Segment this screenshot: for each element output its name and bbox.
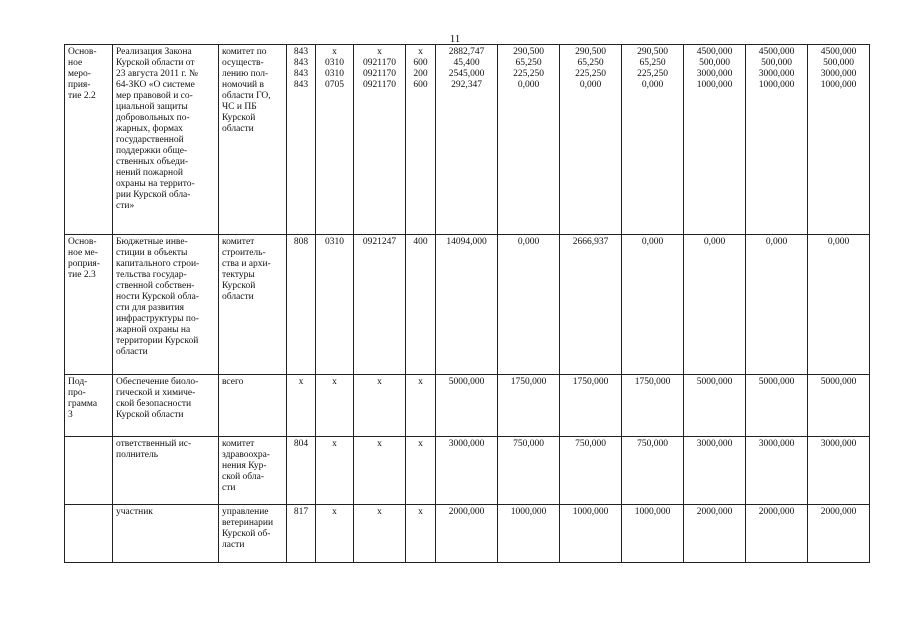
csr-cell: x xyxy=(354,505,406,563)
value-cell: 2666,937 xyxy=(560,235,622,375)
table-row xyxy=(65,45,870,235)
grbs-cell: 817 xyxy=(287,505,316,563)
vr-cell: x 600 200 600 xyxy=(406,45,436,235)
value-cell: 3000,000 xyxy=(808,437,870,505)
vr-cell: x xyxy=(406,437,436,505)
table-row xyxy=(65,437,870,505)
value-cell: 0,000 xyxy=(498,235,560,375)
executor-cell: управление ветеринарии Курской об- ласти xyxy=(219,505,287,563)
value-cell: 5000,000 xyxy=(436,375,498,437)
grbs-cell: x xyxy=(287,375,316,437)
value-cell: 0,000 xyxy=(808,235,870,375)
rzpr-cell: x xyxy=(316,375,354,437)
name-cell: Реализация Закона Курской области от 23 августа 2011 г. № 64-ЗКО «О системе мер правовой и со- циальной защиты добровольных по- жарных, формах государственной поддержки обще- ственных объеди- нений пожарной охраны на террито- рии Курской обла- сти» xyxy=(113,45,219,235)
value-cell: 1000,000 xyxy=(560,505,622,563)
table-row xyxy=(65,505,870,563)
executor-cell: всего xyxy=(219,375,287,437)
vr-cell: x xyxy=(406,375,436,437)
executor-cell: комитет строитель- ства и архи- тектуры Курской области xyxy=(219,235,287,375)
csr-cell: x 0921170 0921170 0921170 xyxy=(354,45,406,235)
name-cell: Бюджетные инве- стиции в объекты капитального строи- тельства государ- ственной собствен- ности Курской обла- сти для развития инфраструктуры по- жарной охраны на территории Курской области xyxy=(113,235,219,375)
value-cell: 1750,000 xyxy=(560,375,622,437)
value-cell: 2000,000 xyxy=(436,505,498,563)
value-cell: 1750,000 xyxy=(622,375,684,437)
value-cell: 4500,000 500,000 3000,000 1000,000 xyxy=(746,45,808,235)
value-cell: 2000,000 xyxy=(684,505,746,563)
grbs-cell: 804 xyxy=(287,437,316,505)
value-cell: 1000,000 xyxy=(498,505,560,563)
value-cell: 290,500 65,250 225,250 0,000 xyxy=(622,45,684,235)
value-cell: 4500,000 500,000 3000,000 1000,000 xyxy=(808,45,870,235)
name-cell: участник xyxy=(113,505,219,563)
csr-cell: x xyxy=(354,375,406,437)
name-cell: ответственный ис- полнитель xyxy=(113,437,219,505)
value-cell: 14094,000 xyxy=(436,235,498,375)
value-cell: 750,000 xyxy=(498,437,560,505)
name-cell: Обеспечение биоло- гической и химиче- ской безопасности Курской области xyxy=(113,375,219,437)
rzpr-cell: x 0310 0310 0705 xyxy=(316,45,354,235)
value-cell: 2882,747 45,400 2545,000 292,347 xyxy=(436,45,498,235)
vr-cell: x xyxy=(406,505,436,563)
rzpr-cell: x xyxy=(316,437,354,505)
rzpr-cell: x xyxy=(316,505,354,563)
value-cell: 0,000 xyxy=(746,235,808,375)
rzpr-cell: 0310 xyxy=(316,235,354,375)
status-cell: Под- про- грамма 3 xyxy=(65,375,113,437)
value-cell: 0,000 xyxy=(622,235,684,375)
value-cell: 4500,000 500,000 3000,000 1000,000 xyxy=(684,45,746,235)
value-cell: 290,500 65,250 225,250 0,000 xyxy=(560,45,622,235)
table-row xyxy=(65,375,870,437)
value-cell: 3000,000 xyxy=(436,437,498,505)
value-cell: 2000,000 xyxy=(808,505,870,563)
value-cell: 290,500 65,250 225,250 0,000 xyxy=(498,45,560,235)
value-cell: 5000,000 xyxy=(684,375,746,437)
value-cell: 750,000 xyxy=(622,437,684,505)
value-cell: 5000,000 xyxy=(746,375,808,437)
page-number: 11 xyxy=(449,33,461,45)
value-cell: 0,000 xyxy=(684,235,746,375)
value-cell: 1750,000 xyxy=(498,375,560,437)
table-row xyxy=(65,235,870,375)
value-cell: 1000,000 xyxy=(622,505,684,563)
value-cell: 3000,000 xyxy=(746,437,808,505)
status-cell: Основ- ное меро- прия- тие 2.2 xyxy=(65,45,113,235)
executor-cell: комитет по осуществ- лению пол- номочий в области ГО, ЧС и ПБ Курской области xyxy=(219,45,287,235)
budget-table xyxy=(64,44,870,563)
value-cell: 5000,000 xyxy=(808,375,870,437)
value-cell: 2000,000 xyxy=(746,505,808,563)
status-cell: Основ- ное ме- роприя- тие 2.3 xyxy=(65,235,113,375)
executor-cell: комитет здравоохра- нения Кур- ской обла- сти xyxy=(219,437,287,505)
vr-cell: 400 xyxy=(406,235,436,375)
status-cell xyxy=(65,437,113,505)
grbs-cell: 808 xyxy=(287,235,316,375)
csr-cell: x xyxy=(354,437,406,505)
value-cell: 750,000 xyxy=(560,437,622,505)
csr-cell: 0921247 xyxy=(354,235,406,375)
value-cell: 3000,000 xyxy=(684,437,746,505)
grbs-cell: 843 843 843 843 xyxy=(287,45,316,235)
status-cell xyxy=(65,505,113,563)
